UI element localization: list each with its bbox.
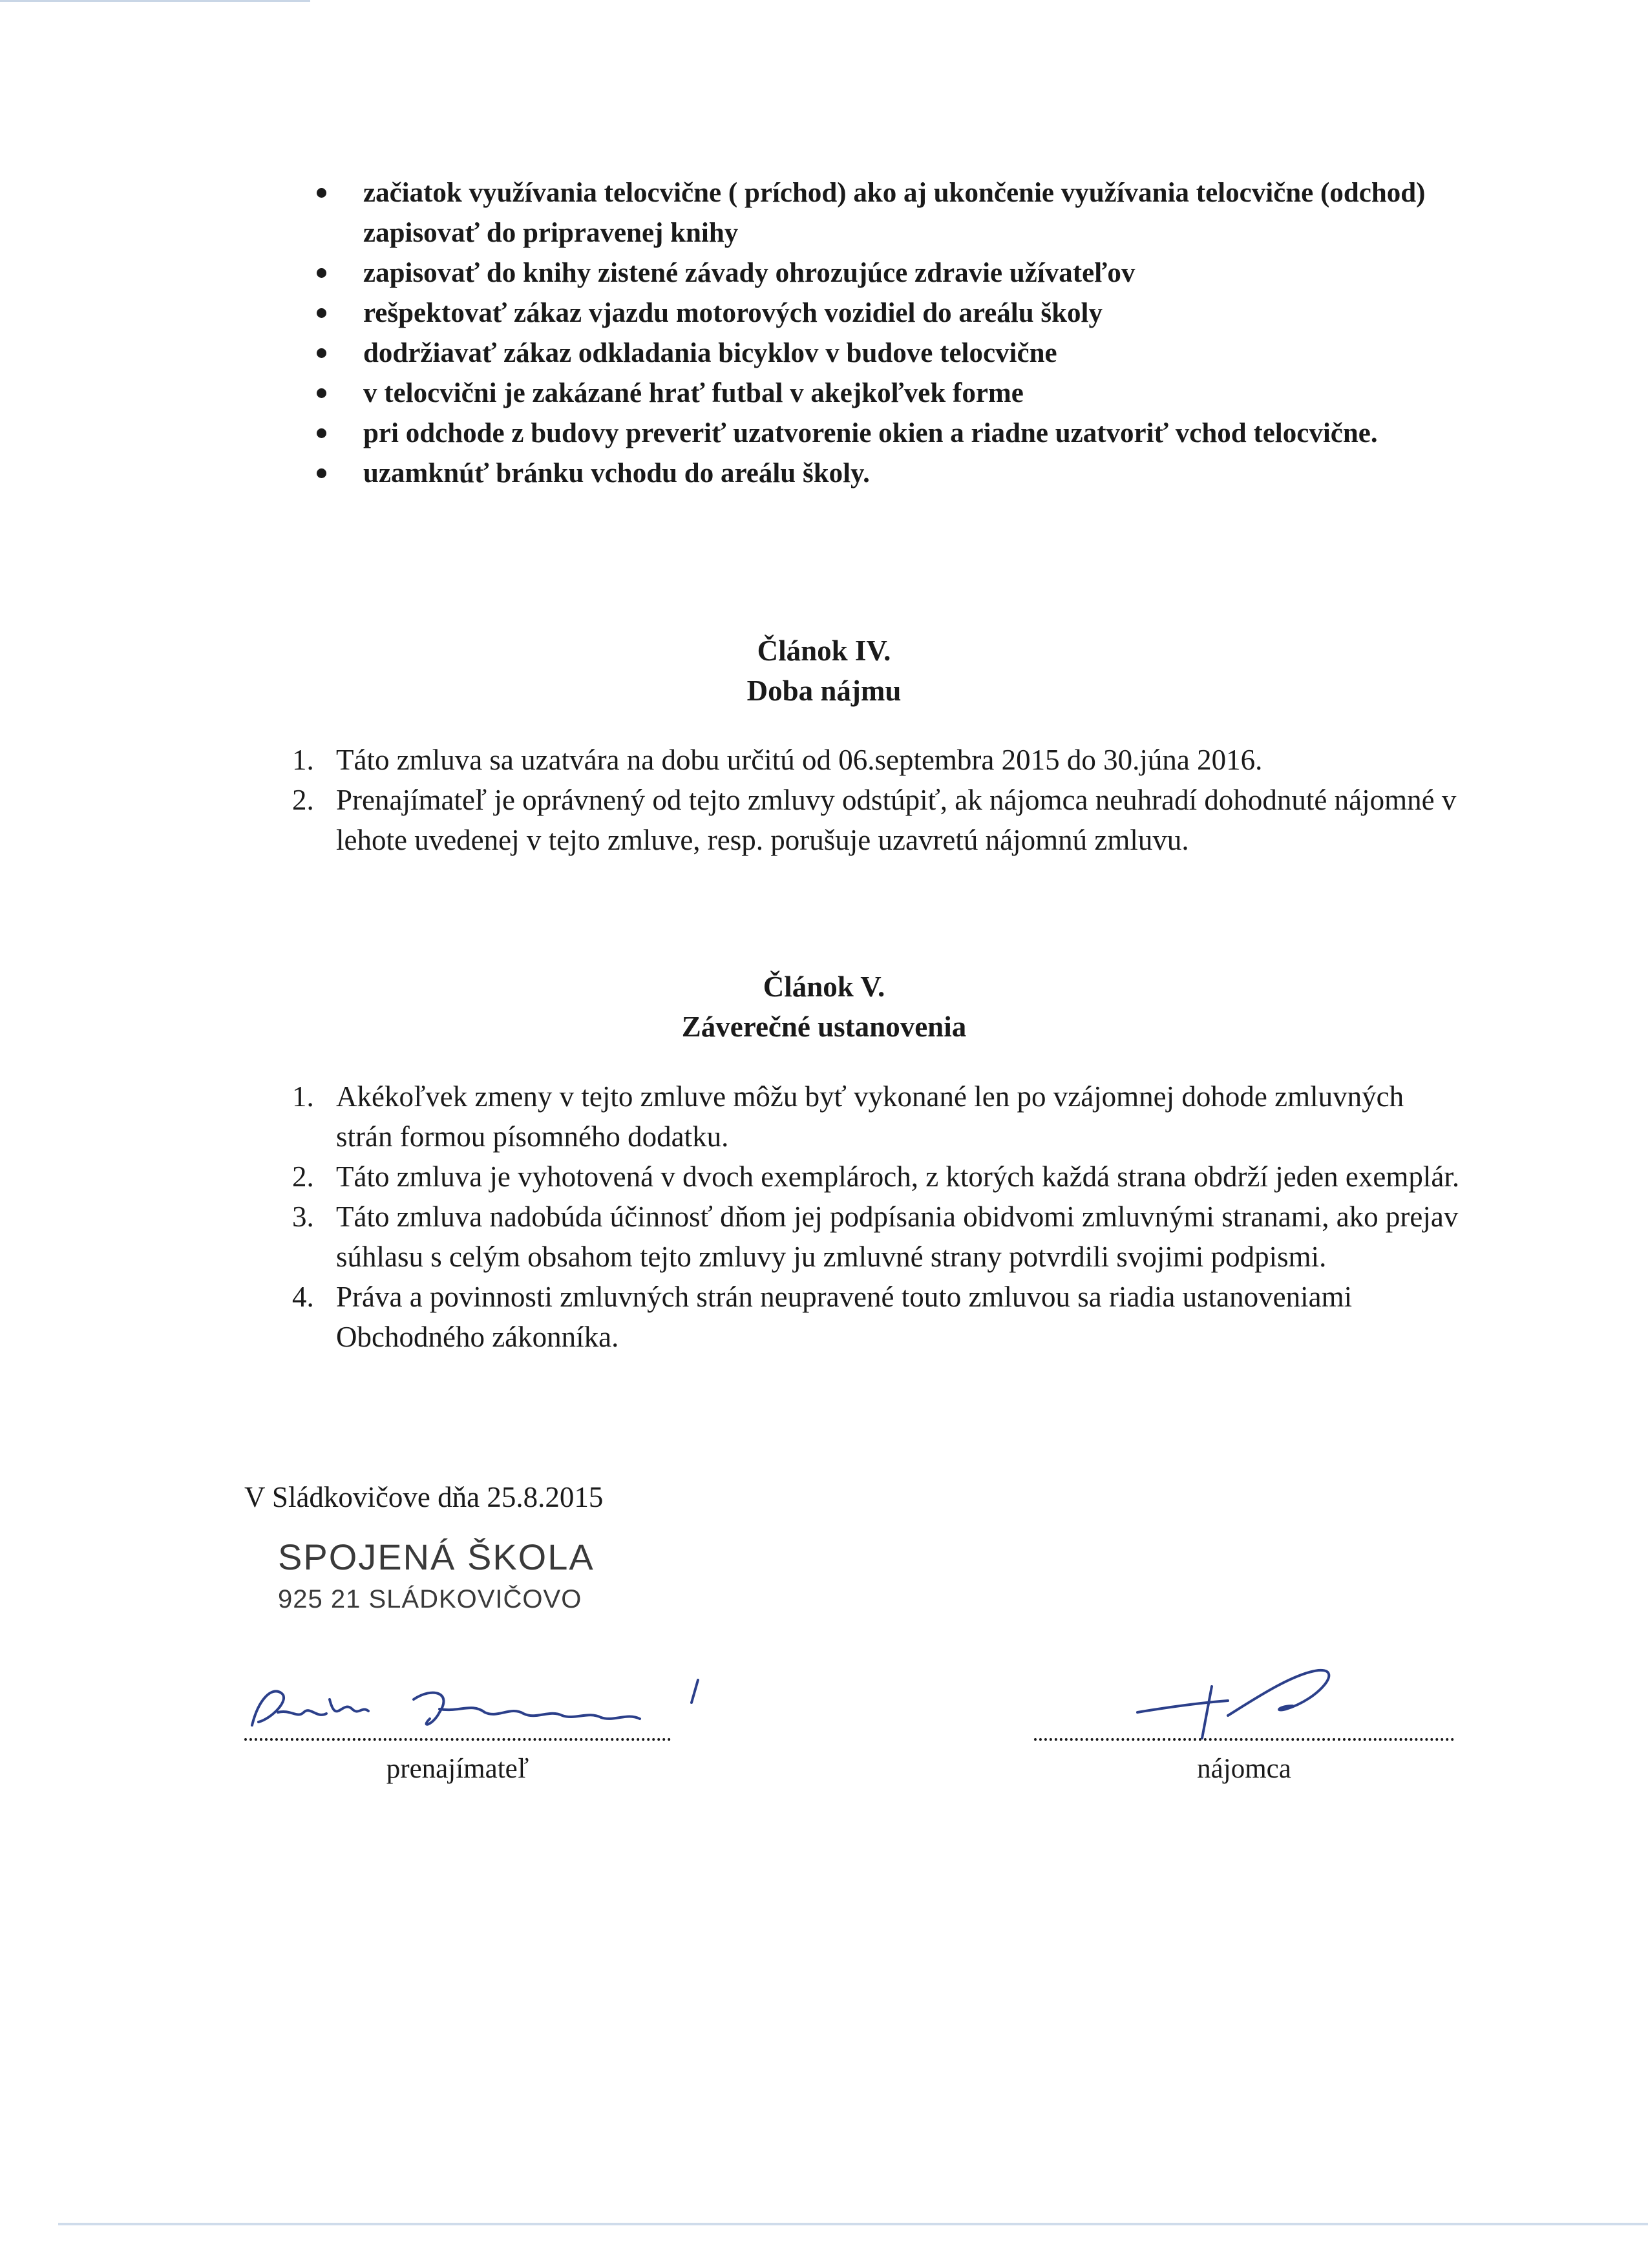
article-5-title: Článok V. (763, 971, 885, 1003)
rules-bullet-list (304, 173, 1499, 494)
bullet-item: uzamknúť bránku vchodu do areálu školy. (304, 454, 1499, 494)
bullet-item: pri odchode z budovy preveriť uzatvorenie okien a riadne uzatvoriť vchod telocvične. (304, 414, 1499, 454)
bullet-dot-icon (317, 188, 326, 198)
article-5-subtitle: Záverečné ustanovenia (681, 1011, 967, 1043)
list-item: 4. Práva a povinnosti zmluvných strán neupravené touto zmluvou sa riadia ustanoveniami Obchodného zákonníka. (292, 1281, 1353, 1353)
article-4-list (271, 740, 1480, 860)
bullet-dot-icon (317, 308, 326, 318)
bullet-dot-icon (317, 468, 326, 478)
landlord-label: prenajímateľ (386, 1754, 529, 1784)
list-item: 1. Táto zmluva sa uzatvára na dobu určitú od 06.septembra 2015 do 30.júna 2016. (292, 744, 1263, 776)
bullet-dot-icon (317, 388, 326, 398)
bullet-item: v telocvični je zakázané hrať futbal v akejkoľvek forme (304, 373, 1499, 414)
bullet-item: rešpektovať zákaz vjazdu motorových vozidiel do areálu školy (304, 293, 1499, 333)
bullet-dot-icon (317, 348, 326, 358)
bullet-item: začiatok využívania telocvične ( príchod) ako aj ukončenie využívania telocvične (odchod) zapisovať do pripravenej knihy (304, 173, 1499, 253)
tenant-signature-line (1034, 1738, 1454, 1741)
list-item: 2. Prenajímateľ je oprávnený od tejto zmluvy odstúpiť, ak nájomca neuhradí dohodnuté nájomné v lehote uvedenej v tejto zmluve, resp. porušuje uzavretú nájomnú zmluvu. (292, 784, 1457, 856)
tenant-signature-image (1125, 1661, 1396, 1745)
scan-edge-top (0, 0, 310, 2)
stamp-school-name: SPOJENÁ ŠKOLA (278, 1537, 595, 1577)
scan-edge-bottom (58, 2223, 1648, 2225)
landlord-signature-block (244, 1738, 671, 1789)
list-item: 2. Táto zmluva je vyhotovená v dvoch exemplároch, z ktorých každá strana obdrží jeden exemplár. (292, 1160, 1460, 1193)
article-4-subtitle: Doba nájmu (746, 675, 902, 707)
list-item: 3. Táto zmluva nadobúda účinnosť dňom jej podpísania obidvomi zmluvnými stranami, ako prejav súhlasu s celým obsahom tejto zmluvy ju zmluvné strany potvrdili svojimi podpismi. (292, 1201, 1459, 1273)
landlord-signature-line (244, 1738, 671, 1741)
tenant-signature-block (1034, 1738, 1454, 1789)
bullet-dot-icon (317, 268, 326, 278)
list-item: 1. Akékoľvek zmeny v tejto zmluve môžu byť vykonané len po vzájomnej dohode zmluvných strán formou písomného dodatku. (292, 1080, 1404, 1153)
place-and-date: V Sládkovičove dňa 25.8.2015 (244, 1481, 604, 1513)
school-stamp (278, 1535, 595, 1619)
bullet-item: zapisovať do knihy zistené závady ohrozujúce zdravie užívateľov (304, 253, 1499, 293)
article-5-list (271, 1076, 1461, 1357)
stamp-address: 925 21 SLÁDKOVIČOVO (278, 1585, 582, 1613)
bullet-dot-icon (317, 428, 326, 438)
bullet-item: dodržiavať zákaz odkladania bicyklov v budove telocvične (304, 333, 1499, 373)
tenant-label: nájomca (1197, 1754, 1291, 1784)
article-4-title: Článok IV. (757, 635, 891, 667)
landlord-signature-image (246, 1674, 737, 1745)
